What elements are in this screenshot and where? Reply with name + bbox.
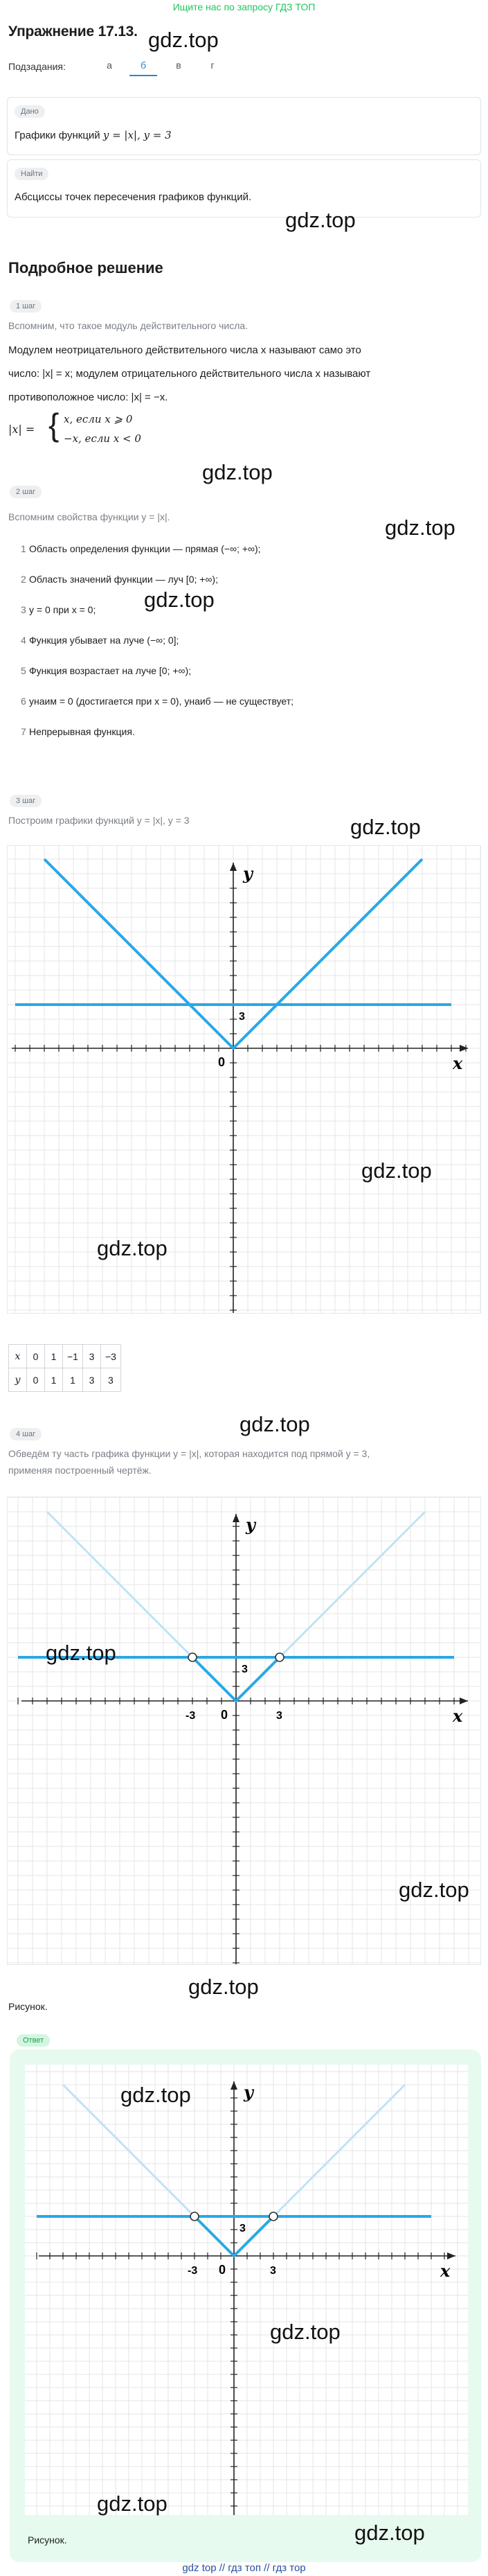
property-item: 4 Функция убывает на луче (−∞; 0];: [21, 635, 179, 646]
answer-caption: Рисунок.: [28, 2534, 67, 2546]
values-table: [8, 1344, 121, 1392]
step4-intro-2: применяя построенный чертёж.: [8, 1465, 152, 1476]
table-cell: 0: [27, 1345, 45, 1368]
given-text: Графики функций y = |x|, y = 3: [15, 129, 172, 141]
case-2: −x, если x < 0: [64, 432, 141, 445]
case-lhs: |x| =: [8, 423, 35, 436]
table-cell: 1: [63, 1368, 83, 1392]
table-cell: x: [9, 1345, 27, 1368]
step4-intro-1: Обведём ту часть графика функции y = |x|, которая находится под прямой y = 3,: [8, 1448, 370, 1459]
table-cell: −1: [63, 1345, 83, 1368]
given-card: [7, 97, 481, 155]
x-axis-arrow: [447, 2252, 455, 2259]
watermark: gdz.top: [202, 460, 273, 484]
find-badge: Найти: [15, 168, 48, 180]
watermark: gdz.top: [399, 1878, 469, 1902]
x-axis-label: x: [453, 1053, 463, 1073]
watermark: gdz.top: [97, 1236, 168, 1260]
subtask-tab-a[interactable]: а: [107, 60, 112, 71]
step4-badge: 4 шаг: [10, 1428, 42, 1440]
property-item: 7 Непрерывная функция.: [21, 726, 135, 737]
table-cell: 3: [82, 1368, 100, 1392]
step2-badge: 2 шаг: [10, 486, 42, 498]
case-1: x, если x ⩾ 0: [64, 413, 133, 425]
x-axis-arrow: [460, 1045, 468, 1052]
step3-intro: Построим графики функций y = |x|, y = 3: [8, 815, 190, 826]
property-item: 3 y = 0 при x = 0;: [21, 604, 96, 615]
y-axis-label: y: [243, 863, 253, 883]
subtasks-label: Подзадания:: [8, 61, 66, 72]
watermark: gdz.top: [120, 2083, 191, 2107]
property-item: 2 Область значений функции — луч [0; +∞);: [21, 574, 218, 585]
table-cell: y: [9, 1368, 27, 1392]
table-row: [9, 1368, 121, 1392]
step3-badge: 3 шаг: [10, 795, 42, 807]
x-axis-arrow: [460, 1697, 468, 1704]
table-cell: 1: [45, 1345, 63, 1368]
tick-label-x-neg3: -3: [188, 2265, 198, 2277]
chart-1-svg: [8, 846, 480, 1313]
intersection-point: [190, 2212, 199, 2221]
tick-label-x3: 3: [270, 2265, 276, 2277]
find-card: [7, 159, 481, 218]
top-banner[interactable]: Ищите нас по запросу ГДЗ ТОП: [172, 1, 316, 12]
answer-badge: Ответ: [17, 2034, 50, 2047]
tick-label-y3: 3: [242, 1664, 248, 1675]
watermark: gdz.top: [144, 588, 215, 612]
tick-label-x-neg3: -3: [186, 1710, 196, 1722]
page-title: Упражнение 17.13.: [8, 24, 138, 39]
tick-label-y3: 3: [240, 2223, 246, 2234]
y-axis-arrow: [231, 2081, 237, 2090]
footer-links[interactable]: gdz top // гдз топ // гдз тор: [182, 2562, 306, 2574]
tick-label-x3: 3: [276, 1710, 282, 1722]
y-axis-label: y: [246, 1515, 255, 1535]
brace: {: [48, 407, 60, 443]
tick-label-y3: 3: [239, 1011, 245, 1023]
table-cell: 3: [100, 1368, 120, 1392]
watermark: gdz.top: [285, 208, 356, 232]
watermark: gdz.top: [350, 815, 421, 839]
table-row: [9, 1345, 121, 1368]
intersection-point: [269, 2212, 278, 2221]
watermark: gdz.top: [97, 2491, 168, 2516]
tick-label-origin: 0: [221, 1708, 228, 1722]
intersection-point: [275, 1653, 284, 1661]
subtask-tab-v[interactable]: в: [176, 60, 181, 71]
chart-1: [7, 845, 481, 1314]
watermark: gdz.top: [46, 1641, 116, 1665]
y-axis-arrow: [233, 1514, 240, 1522]
watermark: gdz.top: [188, 1975, 259, 1999]
y-axis-arrow: [230, 863, 237, 871]
watermark: gdz.top: [148, 28, 219, 52]
step2-intro: Вспомним свойства функции y = |x|.: [8, 511, 170, 522]
solution-title: Подробное решение: [8, 259, 163, 276]
step1-line2: число: |x| = x; модулем отрицательного действительного числа x называют: [8, 368, 371, 380]
find-text: Абсциссы точек пересечения графиков функций.: [15, 191, 252, 203]
step4-caption: Рисунок.: [8, 2001, 48, 2012]
watermark: gdz.top: [240, 1412, 310, 1436]
property-item: 5 Функция возрастает на луче [0; +∞);: [21, 665, 192, 676]
property-item: 1 Область определения функции — прямая (−∞; +∞);: [21, 543, 261, 554]
given-badge: Дано: [15, 105, 45, 118]
chart-3: [25, 2065, 468, 2515]
step1-line3: противоположное число: |x| = −x.: [8, 391, 168, 403]
step1-intro: Вспомним, что такое модуль действительного числа.: [8, 320, 248, 331]
watermark: gdz.top: [385, 515, 455, 540]
watermark: gdz.top: [354, 2521, 425, 2545]
table-cell: 0: [27, 1368, 45, 1392]
table-cell: −3: [100, 1345, 120, 1368]
y-axis-label: y: [244, 2082, 253, 2102]
property-item: 6 yнаим = 0 (достигается при x = 0), yнаиб — не существует;: [21, 696, 294, 707]
step1-line1: Модулем неотрицательного действительного числа x называют само это: [8, 344, 361, 356]
table-cell: 1: [45, 1368, 63, 1392]
x-axis-label: x: [453, 1706, 463, 1726]
subtask-tab-b[interactable]: б: [129, 60, 157, 76]
step1-badge: 1 шаг: [10, 300, 42, 312]
watermark: gdz.top: [361, 1158, 432, 1183]
tick-label-origin: 0: [219, 2263, 226, 2277]
table-cell: 3: [82, 1345, 100, 1368]
intersection-point: [188, 1653, 197, 1661]
tick-label-origin: 0: [218, 1055, 226, 1069]
subtask-tab-g[interactable]: г: [210, 60, 215, 71]
x-axis-label: x: [440, 2261, 451, 2281]
chart-3-svg: [25, 2065, 468, 2515]
watermark: gdz.top: [270, 2320, 341, 2344]
